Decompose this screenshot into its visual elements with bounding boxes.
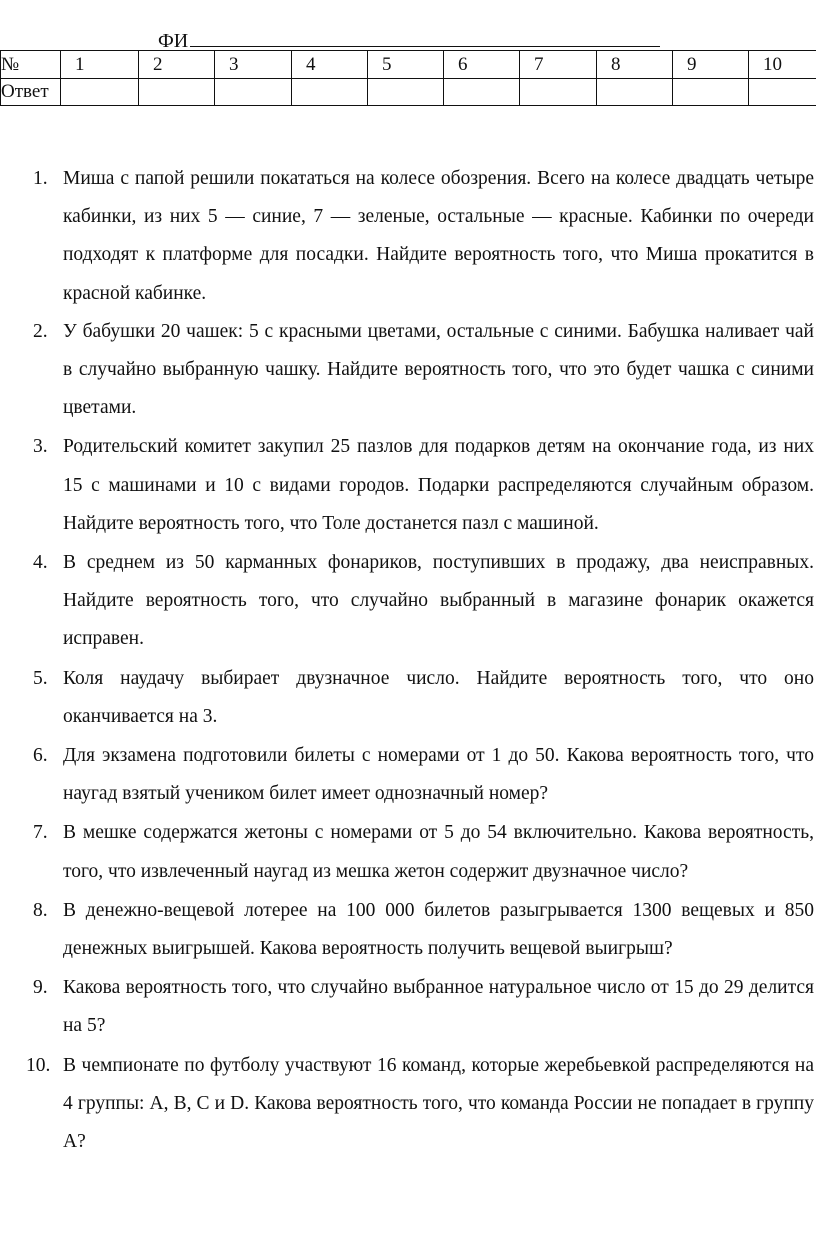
- table-cell: 9: [673, 51, 749, 79]
- table-cell: №: [1, 51, 61, 79]
- task-number: 4.: [33, 552, 48, 574]
- task-text: Родительский комитет закупил 25 пазлов для подарков детям на окончание года, из них 15 с машинами и 10 с видами городов. Подарки распределяются случайным образом. Найдите вероятность того, что Толе достанется пазл с машиной.: [63, 436, 814, 534]
- task-number: 7.: [33, 822, 48, 844]
- table-cell: 7: [520, 51, 597, 79]
- task-number: 10.: [26, 1054, 51, 1076]
- name-field: [158, 26, 660, 53]
- task-number: 8.: [33, 899, 48, 921]
- task-text: Какова вероятность того, что случайно выбранное натуральное число от 15 до 29 делится на 5?: [63, 977, 814, 1037]
- task-text: В мешке содержатся жетоны с номерами от 5 до 54 включительно. Какова вероятность, того, что извлеченный наугад из мешка жетон содержит двузначное число?: [63, 822, 814, 882]
- task-text: Миша с папой решили покататься на колесе обозрения. Всего на колесе двадцать четыре кабинки, из них 5 — синие, 7 — зеленые, остальные — красные. Кабинки по очереди подходят к платформе для посадки. Найдите вероятность того, что Миша прокатится в красной кабинке.: [63, 168, 814, 304]
- task-number: 6.: [33, 745, 48, 767]
- task-item: [33, 660, 814, 736]
- task-item: [26, 1047, 814, 1162]
- table-cell: 3: [215, 51, 292, 79]
- task-item: [33, 313, 814, 428]
- task-text: В среднем из 50 карманных фонариков, поступивших в продажу, два неисправных. Найдите вероятность того, что случайно выбранный в магазине фонарик окажется исправен.: [63, 552, 814, 650]
- task-item: [33, 160, 814, 313]
- answer-cell[interactable]: [673, 79, 749, 106]
- answer-cell[interactable]: [139, 79, 215, 106]
- answer-cell[interactable]: [292, 79, 368, 106]
- answer-row-label: Ответ: [1, 79, 61, 106]
- table-cell: 1: [61, 51, 139, 79]
- answer-table: [0, 50, 816, 106]
- task-item: [33, 737, 814, 813]
- task-item: [33, 544, 814, 659]
- answer-cell[interactable]: [749, 79, 816, 106]
- task-item: [33, 892, 814, 968]
- table-cell: 10: [749, 51, 816, 79]
- task-item: [33, 814, 814, 890]
- answer-cell[interactable]: [215, 79, 292, 106]
- answer-table-answer-row: [1, 79, 816, 106]
- task-text: У бабушки 20 чашек: 5 с красными цветами, остальные с синими. Бабушка наливает чай в случайно выбранную чашку. Найдите вероятность того, что это будет чашка с синими цветами.: [63, 320, 814, 419]
- task-number: 2.: [33, 320, 48, 342]
- task-item: [33, 969, 814, 1045]
- task-number: 9.: [33, 977, 48, 999]
- answer-cell[interactable]: [61, 79, 139, 106]
- table-cell: 4: [292, 51, 368, 79]
- table-cell: 6: [444, 51, 520, 79]
- task-text: Коля наудачу выбирает двузначное число. Найдите вероятность того, что оно оканчивается на 3.: [63, 667, 814, 727]
- task-list: [26, 160, 814, 1162]
- table-cell: 2: [139, 51, 215, 79]
- task-text: В чемпионате по футболу участвуют 16 команд, которые жеребьевкой распределяются на 4 группы: A, B, C и D. Какова вероятность того, что команда России не попадает в группу А?: [63, 1054, 814, 1153]
- table-cell: 8: [597, 51, 673, 79]
- name-blank-line[interactable]: [190, 26, 660, 47]
- task-item: [33, 428, 814, 543]
- answer-cell[interactable]: [368, 79, 444, 106]
- task-text: В денежно-вещевой лотерее на 100 000 билетов разыгрывается 1300 вещевых и 850 денежных выигрышей. Какова вероятность получить вещевой выигрыш?: [63, 899, 814, 960]
- answer-cell[interactable]: [520, 79, 597, 106]
- task-number: 3.: [33, 436, 48, 458]
- answer-table-header-row: [1, 51, 816, 79]
- answer-cell[interactable]: [444, 79, 520, 106]
- answer-cell[interactable]: [597, 79, 673, 106]
- name-label: ФИ: [158, 30, 189, 52]
- task-number: 1.: [33, 168, 48, 189]
- task-number: 5.: [33, 667, 48, 689]
- task-text: Для экзамена подготовили билеты с номерами от 1 до 50. Какова вероятность того, что наугад взятый учеником билет имеет однозначный номер?: [63, 745, 814, 805]
- table-cell: 5: [368, 51, 444, 79]
